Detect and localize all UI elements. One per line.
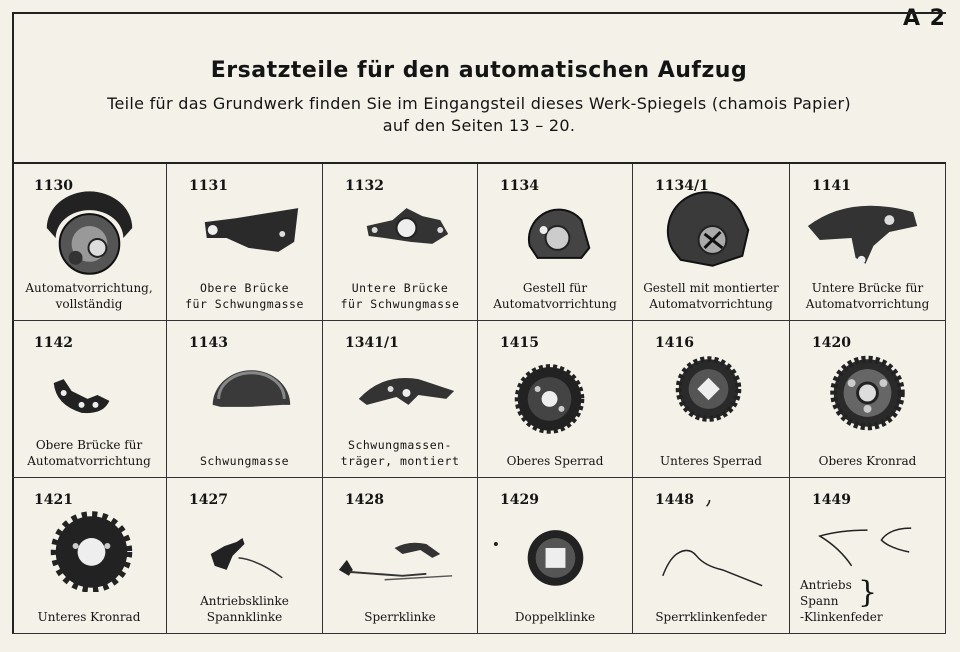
frame-assembled-icon [633, 186, 789, 278]
part-label-line: Antriebs [800, 578, 852, 592]
part-number: 1427 [189, 492, 228, 508]
crown-wheel-icon [790, 343, 945, 435]
part-number: 1416 [655, 335, 694, 351]
part-number: 1141 [812, 178, 851, 194]
ratchet-wheel-square-icon [633, 343, 789, 435]
part-label-line: Spann [800, 594, 839, 608]
part-cell [633, 321, 790, 478]
part-cell [167, 164, 323, 321]
part-number: 1143 [189, 335, 228, 351]
part-label: Obere Brücke für Automatvorrichtung [27, 438, 151, 468]
part-label: Oberes Sperrad [506, 454, 604, 468]
part-number: 1449 [812, 492, 851, 508]
part-cell [167, 478, 323, 634]
part-cell [12, 321, 167, 478]
part-number: 1134/1 [655, 178, 709, 194]
part-number: 1131 [189, 178, 228, 194]
part-label: Gestell für Automatvorrichtung [493, 281, 617, 311]
weight-carrier-icon [323, 343, 477, 435]
part-cell [790, 478, 946, 634]
frame-icon [478, 186, 632, 278]
part-cell [478, 321, 633, 478]
part-cell [167, 321, 323, 478]
part-label: Antriebsklinke Spannklinke [200, 594, 289, 624]
part-number: 1420 [812, 335, 851, 351]
part-label-line: -Klinkenfeder [800, 610, 883, 624]
part-number: 1134 [500, 178, 539, 194]
part-number: 1132 [345, 178, 384, 194]
part-number: 1415 [500, 335, 539, 351]
part-cell [790, 321, 946, 478]
part-cell [323, 478, 478, 634]
brace-mark: } [858, 575, 878, 610]
part-number: 1341/1 [345, 335, 399, 351]
part-label: Schwungmassen- träger, montiert [340, 438, 460, 468]
double-click-icon [478, 500, 632, 592]
arc-bridge-icon [790, 186, 945, 278]
part-label: Sperrklinke [364, 610, 436, 624]
part-cell [478, 478, 633, 634]
part-label [800, 577, 883, 625]
parts-grid [12, 164, 946, 634]
part-cell [633, 164, 790, 321]
part-number: 1142 [34, 335, 73, 351]
header [12, 12, 946, 164]
ratchet-wheel-icon [478, 343, 632, 435]
part-label: Gestell mit montierter Automatvorrichtung [643, 281, 779, 311]
oscillating-weight-icon [167, 343, 322, 435]
part-label: Untere Brücke für Automatvorrichtung [805, 281, 930, 311]
part-label: Oberes Kronrad [818, 454, 917, 468]
page-title: Ersatzteile für den automatischen Aufzug [210, 58, 748, 83]
part-label: Schwungmasse [199, 454, 290, 468]
upper-bridge-icon [12, 343, 166, 435]
part-cell [323, 321, 478, 478]
part-cell [12, 164, 167, 321]
part-label: Doppelklinke [514, 610, 596, 624]
part-label: Obere Brücke für Schwungmasse [185, 281, 304, 311]
part-number: 1421 [34, 492, 73, 508]
part-number: 1448 [655, 492, 694, 508]
lever-pawl-icon [323, 500, 477, 592]
part-cell [478, 164, 633, 321]
bridge-plate-icon [323, 186, 477, 278]
part-label: Automatvorrichtung, vollständig [25, 281, 153, 311]
part-label: Unteres Sperrad [660, 454, 762, 468]
bridge-icon [167, 186, 322, 278]
rotor-assembly-icon [12, 186, 166, 278]
page-subtitle: Teile für das Grundwerk finden Sie im Eingangsteil dieses Werk-Spiegels (chamois Papier) auf den Seiten 13 – 20. [107, 94, 851, 135]
page-tag: A 2 [903, 6, 946, 31]
part-number: 1130 [34, 178, 73, 194]
part-cell [323, 164, 478, 321]
part-number: 1429 [500, 492, 539, 508]
part-label: Untere Brücke für Schwungmasse [340, 281, 460, 311]
lower-crown-wheel-icon [12, 500, 166, 592]
part-number: 1428 [345, 492, 384, 508]
part-cell [633, 478, 790, 634]
part-label: Unteres Kronrad [37, 610, 141, 624]
part-label: Sperrklinkenfeder [655, 610, 767, 624]
spring-wire-icon [633, 500, 789, 592]
part-cell [12, 478, 167, 634]
click-pawl-icon [167, 500, 322, 592]
part-cell [790, 164, 946, 321]
